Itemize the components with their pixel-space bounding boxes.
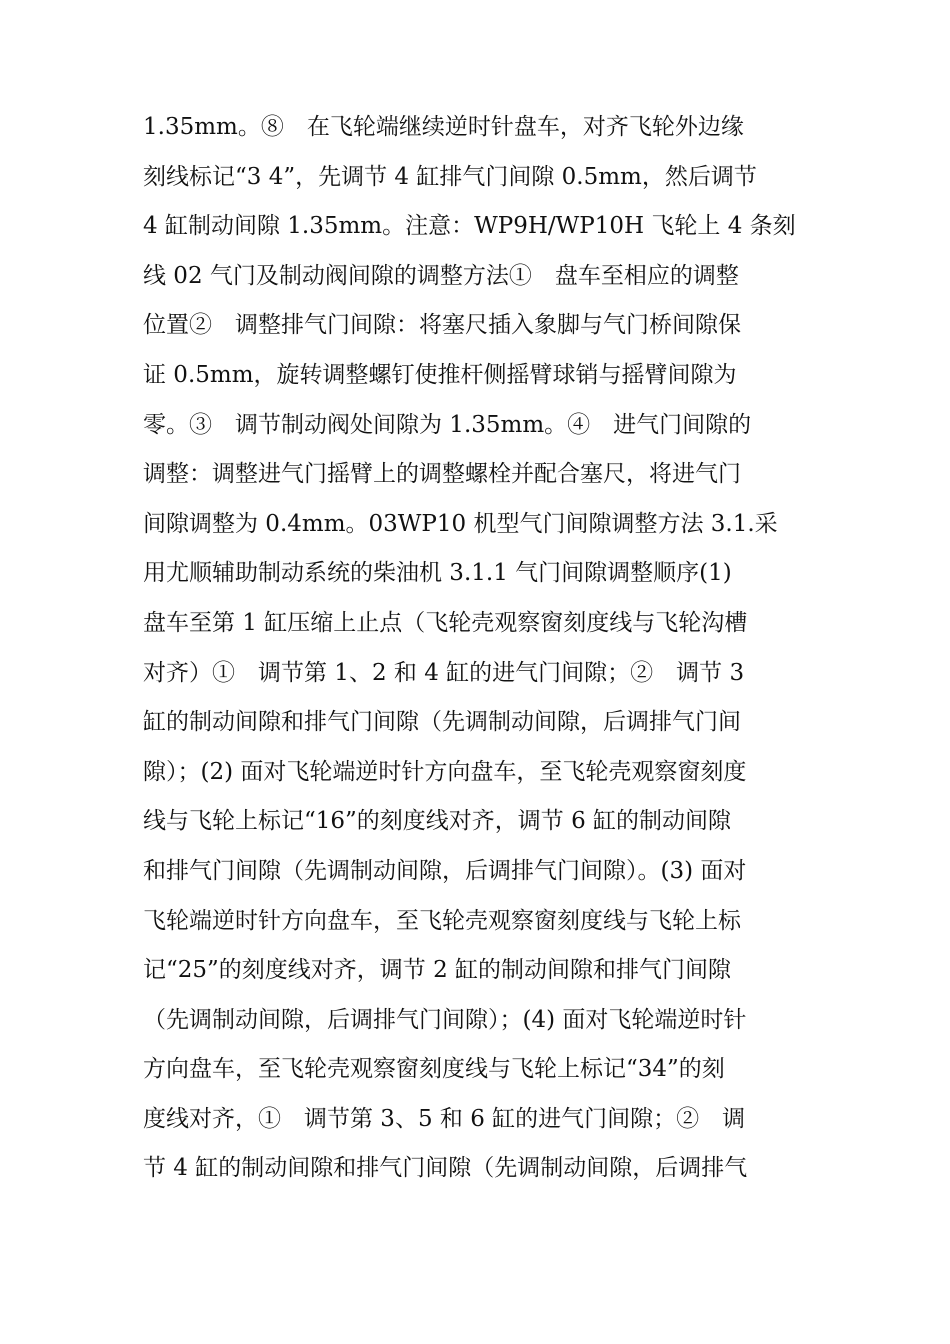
text-line-21: 度线对齐，① 调节第 3、5 和 6 缸的进气门间隙；② 调 xyxy=(143,1105,746,1132)
text-line-7: 零。③ 调节制动阀处间隙为 1.35mm。④ 进气门间隙的 xyxy=(143,411,752,438)
body-text xyxy=(143,103,813,1194)
text-line-9: 间隙调整为 0.4mm。03WP10 机型气门间隙调整方法 3.1.采 xyxy=(143,510,778,537)
text-line-12: 对齐）① 调节第 1、2 和 4 缸的进气门间隙；② 调节 3 xyxy=(143,659,745,686)
text-line-8: 调整：调整进气门摇臂上的调整螺栓并配合塞尺，将进气门 xyxy=(143,461,741,488)
text-line-19: （先调制动间隙，后调排气门间隙）；(4) 面对飞轮端逆时针 xyxy=(143,1006,747,1033)
text-line-6: 证 0.5mm，旋转调整螺钉使推杆侧摇臂球销与摇臂间隙为 xyxy=(143,361,737,388)
text-line-10: 用尤顺辅助制动系统的柴油机 3.1.1 气门间隙调整顺序(1) xyxy=(143,560,732,587)
text-line-4: 线 02 气门及制动阀间隙的调整方法① 盘车至相应的调整 xyxy=(143,262,739,289)
text-line-3: 4 缸制动间隙 1.35mm。注意：WP9H/WP10H 飞轮上 4 条刻 xyxy=(143,213,796,240)
text-line-18: 记“25”的刻度线对齐，调节 2 缸的制动间隙和排气门间隙 xyxy=(143,957,732,984)
text-line-11: 盘车至第 1 缸压缩上止点（飞轮壳观察窗刻度线与飞轮沟槽 xyxy=(143,609,748,636)
text-line-15: 线与飞轮上标记“16”的刻度线对齐，调节 6 缸的制动间隙 xyxy=(143,808,732,835)
text-line-16: 和排气门间隙（先调制动间隙，后调排气门间隙）。(3) 面对 xyxy=(143,857,747,884)
text-line-2: 刻线标记“3 4”，先调节 4 缸排气门间隙 0.5mm，然后调节 xyxy=(143,163,757,190)
text-line-1: 1.35mm。⑧ 在飞轮端继续逆时针盘车，对齐飞轮外边缘 xyxy=(143,114,744,140)
text-line-22: 节 4 缸的制动间隙和排气门间隙（先调制动间隙，后调排气 xyxy=(143,1155,748,1182)
text-line-14: 隙）；(2) 面对飞轮端逆时针方向盘车，至飞轮壳观察窗刻度 xyxy=(143,758,747,785)
text-line-5: 位置② 调整排气门间隙：将塞尺插入象脚与气门桥间隙保 xyxy=(143,312,741,339)
text-line-13: 缸的制动间隙和排气门间隙（先调制动间隙，后调排气门间 xyxy=(143,709,741,736)
text-line-20: 方向盘车，至飞轮壳观察窗刻度线与飞轮上标记“34”的刻 xyxy=(143,1056,725,1083)
text-line-17: 飞轮端逆时针方向盘车，至飞轮壳观察窗刻度线与飞轮上标 xyxy=(143,907,741,934)
